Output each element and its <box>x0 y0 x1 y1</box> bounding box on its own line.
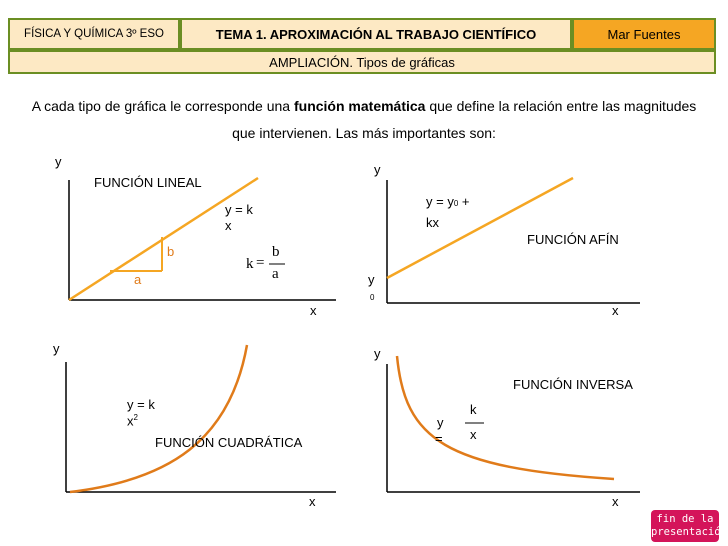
cuadratica-eq-x: x <box>127 413 134 429</box>
lineal-k-label: k <box>246 256 254 272</box>
lineal-frac-den: a <box>272 266 279 282</box>
cuadratica-eq-line1: y = k <box>127 397 155 412</box>
afin-title: FUNCIÓN AFÍN <box>527 232 619 247</box>
lineal-rise-label: b <box>167 244 175 259</box>
afin-eq-line2: kx <box>426 215 439 230</box>
cuadratica-eq-sup: 2 <box>133 413 138 422</box>
cuadratica-y-label: y <box>53 341 60 356</box>
end-button-line2: presentación <box>651 526 727 538</box>
afin-eq-sub: 0 <box>453 199 459 208</box>
end-button-line1: fin de la <box>656 513 714 525</box>
lineal-eq-line1: y = k <box>225 202 253 217</box>
inversa-curve <box>397 356 614 479</box>
inversa-y-label: y <box>374 346 381 361</box>
lineal-eq-line2: x <box>225 218 232 233</box>
lineal-title: FUNCIÓN LINEAL <box>94 175 202 190</box>
inversa-eq-y: y <box>437 415 444 430</box>
intro-bold: función matemática <box>293 98 426 114</box>
lineal-run-label: a <box>134 272 142 287</box>
cuadratica-curve <box>70 345 247 492</box>
intro-before: A cada tipo de gráfica le corresponde una <box>31 98 294 114</box>
lineal-eq-sign: = <box>256 255 265 271</box>
end-presentation-button[interactable] <box>651 510 727 542</box>
afin-eq-part1: y = y <box>426 194 454 209</box>
lineal-frac-num: b <box>272 244 280 260</box>
subject-label: FÍSICA Y QUÍMICA 3º ESO <box>8 18 180 50</box>
topic-title: TEMA 1. APROXIMACIÓN AL TRABAJO CIENTÍFICO <box>180 18 572 50</box>
intro-after: que define la relación entre las magnitudes que intervienen. Las más importantes son: <box>232 98 697 141</box>
inversa-x-label: x <box>612 494 619 509</box>
lineal-line <box>69 178 258 300</box>
afin-intercept-sub: 0 <box>370 293 375 302</box>
lineal-y-label: y <box>55 154 62 169</box>
subtitle-bar: AMPLIACIÓN. Tipos de gráficas <box>8 50 716 74</box>
afin-equation <box>426 194 470 209</box>
cuadratica-x-label: x <box>309 494 316 509</box>
inversa-title: FUNCIÓN INVERSA <box>513 377 633 392</box>
inversa-frac-den: x <box>470 427 477 442</box>
afin-y-label: y <box>374 162 381 177</box>
inversa-eq-sign: = <box>435 431 443 446</box>
inversa-frac-num: k <box>470 402 477 417</box>
lineal-x-label: x <box>310 303 317 318</box>
afin-line <box>387 178 573 278</box>
author-label: Mar Fuentes <box>572 18 716 50</box>
afin-eq-part2: + <box>458 194 470 209</box>
afin-x-label: x <box>612 303 619 318</box>
afin-intercept-y: y <box>368 272 375 287</box>
cuadratica-title: FUNCIÓN CUADRÁTICA <box>155 435 303 450</box>
cuadratica-eq-line2 <box>127 413 138 428</box>
